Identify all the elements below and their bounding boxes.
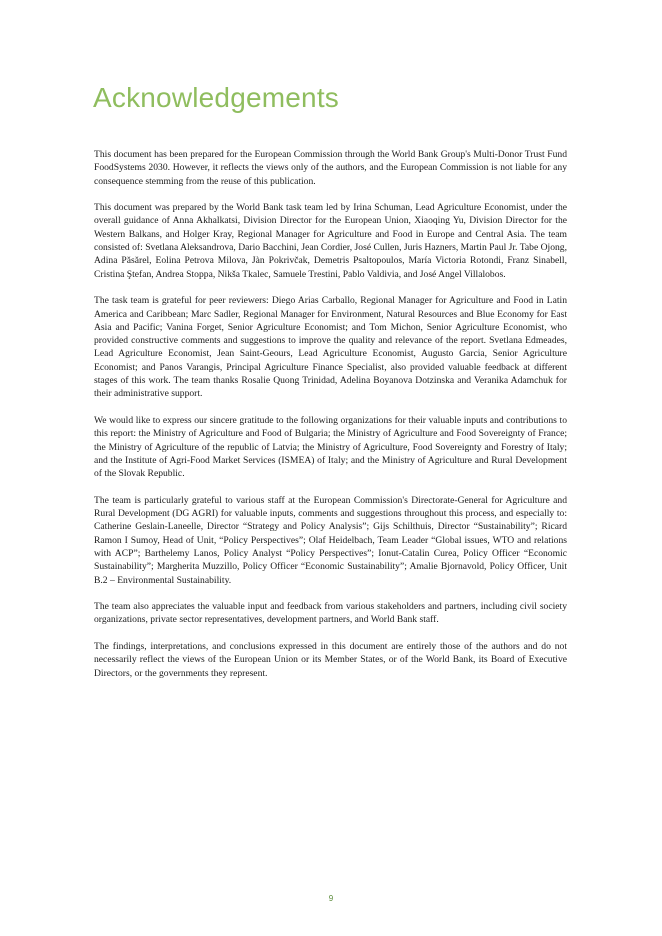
paragraph-peer-reviewers: The task team is grateful for peer reviewers: Diego Arias Carballo, Regional Manager for Agriculture and Food in Latin America and Caribbean; Marc Sadler, Regional Manager for Environment, Natural Resources and Blue Economy for East Asia and Pacific; Vanina Forget, Senior Agriculture Economist; and Tom Michon, Senior Agriculture Economist, who provided constructive comments and suggestions to improve the quality and relevance of the report. Svetlana Edmeades, Lead Agriculture Economist, Jean Saint-Geours, Lead Agriculture Economist, Augusto Garcia, Senior Agriculture Economist; and Panos Varangis, Principal Agriculture Finance Specialist, also provided valuable feedback at different stages of this work. The team thanks Rosalie Quong Trinidad, Adelina Boyanova Dotzinska and Veranika Adamchuk for their administrative support.	[94, 295, 567, 400]
paragraph-task-team: This document was prepared by the World Bank task team led by Irina Schuman, Lead Agriculture Economist, under the overall guidance of Anna Akhalkatsi, Division Director for the European Union, Xiaoqing Yu, Division Director for the Western Balkans, and Holger Kray, Regional Manager for Agriculture and Food in Europe and Central Asia. The team consisted of: Svetlana Aleksandrova, Dario Bacchini, Jean Cordier, José Cullen, Juris Hazners, Martin Paul Jr. Tabe Ojong, Adina Păsărel, Eolina Petrova Milova, Jàn Pokrivčak, Demetris Psaltopoulos, María Victoria Rotondi, Franz Sinabell, Cristina Ştefan, Andrea Stoppa, Nikša Tkalec, Samuele Trestini, Pablo Valdivia, and José Angel Villalobos.	[94, 202, 567, 280]
paragraph-disclaimer: This document has been prepared for the European Commission through the World Bank Group's Multi-Donor Trust Fund FoodSystems 2030. However, it reflects the views only of the authors, and the European Commission is not liable for any consequence stemming from the reuse of this publication.	[94, 149, 567, 187]
paragraph-organizations: We would like to express our sincere gratitude to the following organizations for their valuable inputs and contributions to this report: the Ministry of Agriculture and Food of Bulgaria; the Ministry of Agriculture and Food Sovereignty of France; the Ministry of Agriculture of the republic of Latvia; the Ministry of Agriculture, Food Sovereignty and Forestry of Italy; and the Institute of Agri-Food Market Services (ISMEA) of Italy; and the Ministry of Agriculture and Rural Development of the Slovak Republic.	[94, 414, 567, 480]
acknowledgements-body	[94, 148, 567, 693]
page-title: Acknowledgements	[93, 82, 339, 113]
paragraph-stakeholders: The team also appreciates the valuable input and feedback from various stakeholders and partners, including civil society organizations, private sector representatives, development partners, and World Bank staff.	[94, 601, 567, 626]
page-number: 9	[328, 894, 334, 903]
paragraph-dg-agri: The team is particularly grateful to various staff at the European Commission's Directorate-General for Agriculture and Rural Development (DG AGRI) for valuable inputs, comments and suggestions throughout this process, and especially to: Catherine Geslain-Laneelle, Director “Strategy and Policy Analysis”; Gijs Schilthuis, Director “Sustainability”; Ricard Ramon I Sumoy, Head of Unit, “Policy Perspectives”; Olaf Heidelbach, Team Leader “Global issues, WTO and relations with ACP”; Barthelemy Lanos, Policy Analyst “Policy Perspectives”; Ionut-Catalin Curea, Policy Officer “Economic Sustainability”; Margherita Muzzillo, Policy Officer “Economic Sustainability”; Amalie Bjornavold, Policy Officer, Unit B.2 – Environmental Sustainability.	[94, 494, 567, 586]
paragraph-findings-disclaimer: The findings, interpretations, and conclusions expressed in this document are entirely those of the authors and do not necessarily reflect the views of the European Union or its Member States, or of the World Bank, its Board of Executive Directors, or the governments they represent.	[94, 640, 567, 679]
